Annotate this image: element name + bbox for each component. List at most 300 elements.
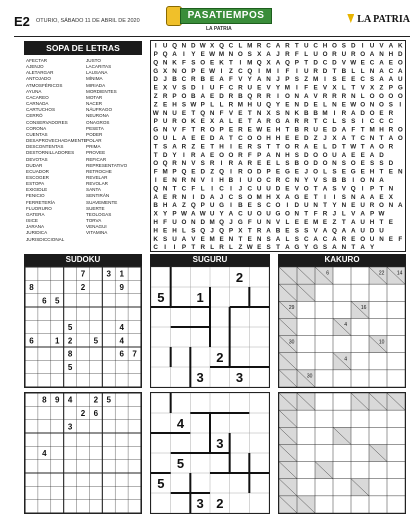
wordsearch-letter[interactable]: T	[191, 109, 196, 117]
wordsearch-letter[interactable]: K	[219, 59, 224, 67]
wordsearch-letter[interactable]: C	[322, 59, 328, 67]
wordsearch-letter[interactable]: U	[303, 202, 309, 210]
wordsearch-letter[interactable]: R	[181, 176, 187, 184]
wordsearch-letter[interactable]: X	[275, 193, 281, 201]
wordsearch-letter[interactable]: P	[369, 185, 375, 193]
wordsearch-letter[interactable]: H	[369, 218, 375, 226]
wordsearch-letter[interactable]: C	[181, 185, 187, 193]
wordsearch-letter[interactable]: J	[304, 168, 308, 176]
wordsearch-letter[interactable]: Y	[219, 210, 224, 218]
wordsearch-letter[interactable]: A	[350, 218, 356, 226]
wordsearch-letter[interactable]: A	[341, 126, 347, 134]
wordsearch-letter[interactable]: S	[200, 160, 205, 168]
wordsearch-letter[interactable]: O	[247, 193, 253, 201]
wordsearch-letter[interactable]: I	[258, 67, 261, 75]
wordsearch-letter[interactable]: I	[324, 76, 326, 84]
wordsearch-letter[interactable]: L	[323, 101, 327, 109]
wordsearch-letter[interactable]: X	[332, 134, 337, 142]
wordsearch-letter[interactable]: A	[285, 193, 290, 201]
wordsearch-letter[interactable]: J	[276, 76, 280, 84]
wordsearch-letter[interactable]: T	[153, 151, 158, 159]
wordsearch-letter[interactable]: S	[163, 143, 168, 151]
wordsearch-letter[interactable]: S	[332, 76, 337, 84]
wordsearch-letter[interactable]: O	[256, 210, 262, 218]
wordsearch-letter[interactable]: T	[229, 134, 233, 142]
wordsearch-letter[interactable]: I	[173, 244, 176, 251]
wordsearch-letter[interactable]: U	[256, 218, 262, 226]
wordsearch-letter[interactable]: F	[247, 151, 252, 159]
wordsearch-letter[interactable]: C	[266, 202, 271, 210]
wordsearch-letter[interactable]: A	[313, 235, 318, 243]
sudoku-cell[interactable]: 4	[67, 395, 73, 405]
wordsearch-letter[interactable]: O	[219, 151, 225, 159]
wordsearch-letter[interactable]: O	[181, 118, 187, 126]
wordsearch-letter[interactable]: O	[181, 67, 187, 75]
wordsearch-letter[interactable]: Q	[153, 59, 159, 67]
sudoku-cell[interactable]: 8	[67, 349, 73, 359]
wordsearch-letter[interactable]: M	[247, 42, 253, 50]
wordsearch-letter[interactable]: X	[332, 84, 337, 92]
wordsearch-letter[interactable]: N	[294, 210, 300, 218]
wordsearch-letter[interactable]: H	[219, 176, 224, 184]
wordsearch-letter[interactable]: S	[332, 168, 337, 176]
wordsearch-letter[interactable]: E	[341, 101, 346, 109]
wordsearch-letter[interactable]: U	[247, 84, 253, 92]
wordsearch-letter[interactable]: R	[294, 118, 300, 126]
wordsearch-letter[interactable]: X	[153, 210, 158, 218]
wordsearch-letter[interactable]: K	[153, 235, 158, 243]
wordsearch-letter[interactable]: B	[303, 109, 309, 117]
wordsearch-letter[interactable]: C	[322, 235, 328, 243]
wordsearch-letter[interactable]: T	[313, 185, 318, 193]
wordsearch-letter[interactable]: R	[341, 92, 347, 100]
wordsearch-letter[interactable]: R	[191, 76, 196, 84]
wordsearch-letter[interactable]: B	[294, 126, 300, 134]
wordsearch-letter[interactable]: P	[153, 50, 158, 58]
wordsearch-letter[interactable]: A	[266, 151, 271, 159]
wordsearch-letter[interactable]: S	[163, 235, 168, 243]
wordsearch-letter[interactable]: E	[304, 193, 309, 201]
wordsearch-letter[interactable]: X	[388, 193, 393, 201]
wordsearch-letter[interactable]: P	[181, 244, 187, 251]
wordsearch-letter[interactable]: D	[294, 202, 300, 210]
wordsearch-letter[interactable]: R	[285, 42, 290, 50]
wordsearch-letter[interactable]: I	[333, 193, 336, 201]
sudoku-cell[interactable]: 5	[106, 395, 112, 405]
wordsearch-letter[interactable]: D	[153, 76, 158, 84]
wordsearch-letter[interactable]: C	[238, 210, 243, 218]
wordsearch-letter[interactable]: R	[313, 67, 318, 75]
wordsearch-letter[interactable]: I	[230, 168, 232, 176]
wordsearch-letter[interactable]: O	[303, 160, 309, 168]
sudoku-cell[interactable]: 5	[93, 336, 99, 346]
wordsearch-letter[interactable]: L	[351, 67, 356, 75]
suguru-bottom[interactable]	[150, 392, 270, 514]
wordsearch-letter[interactable]: Z	[191, 143, 196, 151]
wordsearch-letter[interactable]: E	[351, 235, 356, 243]
wordsearch-letter[interactable]: U	[303, 42, 309, 50]
wordsearch-letter[interactable]: D	[200, 168, 206, 176]
wordsearch-letter[interactable]: V	[191, 235, 196, 243]
wordsearch-letter[interactable]: N	[294, 101, 300, 109]
wordsearch-letter[interactable]: E	[200, 143, 205, 151]
wordsearch-letter[interactable]: D	[209, 134, 215, 142]
wordsearch-letter[interactable]: Q	[190, 202, 196, 210]
wordsearch-letter[interactable]: N	[332, 160, 337, 168]
wordsearch-letter[interactable]: L	[219, 101, 224, 109]
wordsearch-letter[interactable]: R	[388, 109, 394, 117]
sudoku-cell[interactable]: 2	[93, 395, 99, 405]
wordsearch-letter[interactable]: E	[388, 235, 393, 243]
wordsearch-letter[interactable]: U	[247, 176, 253, 184]
wordsearch-letter[interactable]: B	[153, 202, 158, 210]
wordsearch-letter[interactable]: L	[229, 244, 233, 251]
wordsearch-letter[interactable]: S	[369, 160, 375, 168]
wordsearch-letter[interactable]: U	[256, 101, 262, 109]
wordsearch-letter[interactable]: T	[351, 244, 356, 251]
wordsearch-letter[interactable]: Z	[313, 134, 318, 142]
wordsearch-letter[interactable]: N	[172, 176, 177, 184]
wordsearch-letter[interactable]: U	[172, 109, 177, 117]
wordsearch-letter[interactable]: Q	[219, 42, 225, 50]
wordsearch-letter[interactable]: V	[228, 109, 234, 117]
wordsearch-letter[interactable]: T	[360, 143, 365, 151]
wordsearch-letter[interactable]: T	[313, 118, 318, 126]
wordsearch-letter[interactable]: R	[238, 84, 243, 92]
wordsearch-letter[interactable]: B	[341, 67, 347, 75]
wordsearch-letter[interactable]: Q	[200, 227, 206, 235]
wordsearch-letter[interactable]: R	[228, 92, 234, 100]
kakuro-bottom[interactable]	[278, 392, 406, 514]
wordsearch-letter[interactable]: J	[229, 218, 233, 226]
wordsearch-letter[interactable]: L	[341, 210, 346, 218]
wordsearch-letter[interactable]: O	[200, 59, 206, 67]
wordsearch-letter[interactable]: A	[153, 193, 158, 201]
wordsearch-letter[interactable]: O	[284, 92, 290, 100]
wordsearch-letter[interactable]: N	[379, 235, 384, 243]
sudoku-cell[interactable]: 8	[42, 395, 47, 405]
wordsearch-letter[interactable]: H	[153, 227, 158, 235]
wordsearch-letter[interactable]: X	[369, 84, 375, 92]
wordsearch-letter[interactable]: T	[351, 134, 356, 142]
wordsearch-letter[interactable]: D	[275, 185, 281, 193]
wordsearch-letter[interactable]: S	[191, 59, 196, 67]
wordsearch-letter[interactable]: S	[332, 185, 337, 193]
sudoku-cell[interactable]: 4	[42, 448, 47, 458]
wordsearch-letter[interactable]: U	[332, 151, 337, 159]
wordsearch-letter[interactable]: E	[238, 109, 243, 117]
sudoku-cell[interactable]: 6	[93, 408, 99, 418]
wordsearch-letter[interactable]: A	[219, 118, 224, 126]
wordsearch-letter[interactable]: E	[210, 151, 215, 159]
wordsearch-letter[interactable]: L	[172, 134, 177, 142]
wordsearch-letter[interactable]: R	[200, 244, 206, 251]
wordsearch-letter[interactable]: M	[209, 218, 215, 226]
wordsearch-letter[interactable]: I	[211, 185, 214, 193]
wordsearch-letter[interactable]: N	[313, 202, 318, 210]
wordsearch-letter[interactable]: E	[247, 126, 252, 134]
wordsearch-letter[interactable]: E	[238, 118, 243, 126]
wordsearch-letter[interactable]: C	[238, 67, 243, 75]
wordsearch-letter[interactable]: Q	[172, 42, 177, 50]
wordsearch-letter[interactable]: S	[191, 227, 196, 235]
wordsearch-letter[interactable]: S	[322, 176, 328, 184]
wordsearch-letter[interactable]: P	[172, 168, 177, 176]
sudoku-cell[interactable]: 1	[119, 269, 124, 279]
wordsearch-letter[interactable]: H	[322, 42, 328, 50]
wordsearch-letter[interactable]: G	[153, 67, 159, 75]
wordsearch-letter[interactable]: D	[398, 50, 403, 58]
wordsearch-letter[interactable]: F	[229, 76, 233, 84]
wordsearch-letter[interactable]: R	[266, 92, 271, 100]
wordsearch-letter[interactable]: G	[294, 244, 300, 251]
wordsearch-letter[interactable]: E	[351, 76, 356, 84]
wordsearch-letter[interactable]: K	[294, 109, 300, 117]
wordsearch-letter[interactable]: F	[398, 235, 403, 243]
wordsearch-letter[interactable]: A	[172, 143, 177, 151]
wordsearch-letter[interactable]: S	[388, 101, 393, 109]
wordsearch-letter[interactable]: B	[313, 109, 318, 117]
wordsearch-letter[interactable]: Q	[162, 50, 168, 58]
wordsearch-letter[interactable]: O	[284, 210, 290, 218]
wordsearch-letter[interactable]: U	[162, 134, 168, 142]
sudoku-cell[interactable]: 6	[42, 296, 47, 306]
wordsearch-letter[interactable]: S	[257, 202, 262, 210]
sudoku-cell[interactable]: 7	[132, 349, 137, 359]
wordsearch-letter[interactable]: E	[257, 244, 262, 251]
wordsearch-letter[interactable]: N	[266, 76, 271, 84]
wordsearch-letter[interactable]: A	[285, 118, 290, 126]
wordsearch-letter[interactable]: E	[360, 59, 365, 67]
wordsearch-letter[interactable]: R	[350, 50, 356, 58]
wordsearch-letter[interactable]: Y	[304, 244, 309, 251]
wordsearch-letter[interactable]: E	[379, 193, 384, 201]
wordsearch-letter[interactable]: M	[218, 50, 225, 58]
wordsearch-letter[interactable]: T	[341, 143, 346, 151]
wordsearch-letter[interactable]: S	[322, 244, 328, 251]
wordsearch-letter[interactable]: B	[200, 76, 206, 84]
wordsearch-letter[interactable]: U	[247, 210, 253, 218]
wordsearch-letter[interactable]: I	[239, 176, 242, 184]
sudoku-cell[interactable]: 8	[29, 282, 34, 292]
wordsearch-letter[interactable]: A	[322, 227, 328, 235]
wordsearch-letter[interactable]: T	[153, 143, 158, 151]
sudoku-cell[interactable]: 4	[119, 322, 124, 332]
sudoku-cell[interactable]: 3	[67, 422, 73, 432]
wordsearch-letter[interactable]: A	[379, 67, 384, 75]
wordsearch-letter[interactable]: S	[294, 235, 299, 243]
wordsearch-letter[interactable]: T	[360, 126, 365, 134]
wordsearch-letter[interactable]: S	[341, 42, 346, 50]
wordsearch-letter[interactable]: F	[294, 50, 299, 58]
wordsearch-letter[interactable]: V	[351, 210, 356, 218]
wordsearch-letter[interactable]: Y	[275, 84, 281, 92]
wordsearch-letter[interactable]: E	[191, 168, 196, 176]
wordsearch-letter[interactable]: I	[192, 193, 195, 201]
sudoku-cell[interactable]: 7	[80, 269, 86, 279]
wordsearch-letter[interactable]: P	[388, 84, 393, 92]
wordsearch-letter[interactable]: A	[191, 210, 196, 218]
wordsearch-letter[interactable]: E	[341, 76, 346, 84]
wordsearch-letter[interactable]: O	[397, 92, 403, 100]
wordsearch-letter[interactable]: A	[219, 134, 224, 142]
wordsearch-letter[interactable]: R	[247, 160, 253, 168]
wordsearch-letter[interactable]: R	[294, 143, 300, 151]
sudoku-cell[interactable]: 6	[119, 349, 124, 359]
wordsearch-letter[interactable]: F	[191, 185, 196, 193]
wordsearch-letter[interactable]: D	[350, 42, 356, 50]
wordsearch-letter[interactable]: N	[369, 67, 375, 75]
wordsearch-letter[interactable]: X	[163, 84, 168, 92]
wordsearch-letter[interactable]: S	[247, 50, 252, 58]
sudoku-cell[interactable]: 2	[80, 282, 86, 292]
sudoku-cell[interactable]: 5	[67, 362, 73, 372]
wordsearch-letter[interactable]: B	[238, 92, 243, 100]
wordsearch-letter[interactable]: V	[322, 84, 328, 92]
wordsearch-letter[interactable]: U	[303, 67, 309, 75]
wordsearch-letter[interactable]: H	[219, 143, 224, 151]
wordsearch-letter[interactable]: D	[388, 160, 394, 168]
wordsearch-letter[interactable]: A	[350, 109, 356, 117]
wordsearch-letter[interactable]: D	[322, 67, 328, 75]
wordsearch-letter[interactable]: I	[230, 202, 232, 210]
wordsearch-letter[interactable]: R	[322, 210, 328, 218]
wordsearch-letter[interactable]: E	[163, 227, 168, 235]
wordsearch-letter[interactable]: G	[397, 84, 403, 92]
wordsearch-letter[interactable]: U	[369, 42, 375, 50]
sudoku-bottom[interactable]	[24, 392, 142, 514]
wordsearch-letter[interactable]: R	[341, 235, 347, 243]
wordsearch-letter[interactable]: D	[219, 92, 224, 100]
wordsearch-letter[interactable]: A	[388, 42, 394, 50]
wordsearch-letter[interactable]: W	[209, 50, 216, 58]
kakuro-top[interactable]	[278, 266, 406, 388]
wordsearch-letter[interactable]: D	[360, 109, 365, 117]
wordsearch-letter[interactable]: T	[191, 244, 196, 251]
wordsearch-letter[interactable]: E	[228, 126, 234, 134]
wordsearch-letter[interactable]: A	[360, 244, 365, 251]
wordsearch-letter[interactable]: M	[256, 193, 262, 201]
wordsearch-letter[interactable]: H	[285, 151, 290, 159]
sudoku-cell[interactable]: 6	[29, 336, 34, 346]
wordsearch-letter[interactable]: C	[322, 118, 328, 126]
wordsearch-letter[interactable]: Y	[332, 202, 337, 210]
wordsearch-letter[interactable]: A	[332, 244, 337, 251]
wordsearch-letter[interactable]: I	[154, 42, 157, 50]
wordsearch-letter[interactable]: U	[398, 76, 403, 84]
wordsearch-letter[interactable]: I	[201, 84, 204, 92]
wordsearch-letter[interactable]: D	[379, 151, 384, 159]
wordsearch-letter[interactable]: S	[238, 193, 243, 201]
wordsearch-letter[interactable]: K	[172, 59, 177, 67]
wordsearch-letter[interactable]: V	[172, 126, 177, 134]
wordsearch-letter[interactable]: T	[276, 244, 280, 251]
wordsearch-letter[interactable]: N	[209, 109, 215, 117]
wordsearch-letter[interactable]: N	[388, 185, 394, 193]
wordsearch-letter[interactable]: E	[247, 202, 252, 210]
wordsearch-letter[interactable]: N	[181, 160, 187, 168]
wordsearch-letter[interactable]: I	[324, 193, 326, 201]
sudoku-cell[interactable]: 5	[54, 296, 60, 306]
wordsearch-letter[interactable]: E	[313, 84, 318, 92]
wordsearch-letter[interactable]: H	[162, 202, 168, 210]
wordsearch-letter[interactable]: N	[275, 151, 281, 159]
wordsearch-letter[interactable]: T	[379, 185, 384, 193]
wordsearch-letter[interactable]: E	[163, 101, 168, 109]
wordsearch-letter[interactable]: R	[162, 92, 168, 100]
wordsearch-letter[interactable]: Z	[210, 168, 215, 176]
wordsearch-letter[interactable]: V	[313, 92, 318, 100]
wordsearch-letter[interactable]: I	[295, 84, 298, 92]
wordsearch-letter[interactable]: C	[266, 42, 271, 50]
wordsearch-letter[interactable]: N	[285, 109, 290, 117]
wordsearch-letter[interactable]: V	[275, 218, 281, 226]
wordsearch-letter[interactable]: Q	[219, 218, 225, 226]
wordsearch-letter[interactable]: H	[172, 101, 177, 109]
wordsearch-letter[interactable]: U	[313, 50, 318, 58]
wordsearch-letter[interactable]: X	[238, 227, 243, 235]
wordsearch-letter[interactable]: C	[313, 42, 318, 50]
wordsearch-letter[interactable]: R	[172, 160, 177, 168]
wordsearch-letter[interactable]: O	[322, 160, 328, 168]
wordsearch-letter[interactable]: R	[341, 109, 347, 117]
wordsearch-letter[interactable]: M	[162, 168, 168, 176]
wordsearch-letter[interactable]: F	[181, 59, 186, 67]
wordsearch-letter[interactable]: R	[256, 42, 262, 50]
wordsearch-letter[interactable]: B	[294, 160, 300, 168]
wordsearch-letter[interactable]: W	[209, 67, 216, 75]
wordsearch-letter[interactable]: X	[210, 118, 215, 126]
wordsearch-letter[interactable]: W	[246, 244, 253, 251]
wordsearch-letter[interactable]: H	[266, 193, 271, 201]
wordsearch-letter[interactable]: Q	[284, 59, 290, 67]
wordsearch-letter[interactable]: Q	[266, 101, 272, 109]
wordsearch-letter[interactable]: O	[360, 176, 366, 184]
wordsearch-letter[interactable]: E	[200, 235, 205, 243]
wordsearch-letter[interactable]: I	[361, 42, 364, 50]
wordsearch-letter[interactable]: O	[322, 50, 328, 58]
wordsearch-letter[interactable]: D	[256, 168, 262, 176]
wordsearch-letter[interactable]: P	[191, 67, 196, 75]
wordsearch-letter[interactable]: P	[200, 101, 205, 109]
wordsearch-letter[interactable]: R	[322, 92, 328, 100]
wordsearch-letter[interactable]: O	[369, 109, 375, 117]
wordsearch-letter[interactable]: A	[266, 50, 271, 58]
wordsearch-letter[interactable]: I	[183, 151, 185, 159]
wordsearch-letter[interactable]: A	[369, 193, 375, 201]
wordsearch-letter[interactable]: D	[162, 151, 168, 159]
wordsearch-letter[interactable]: E	[285, 227, 290, 235]
wordsearch-letter[interactable]: U	[172, 218, 177, 226]
wordsearch-letter[interactable]: D	[332, 59, 337, 67]
wordsearch-letter[interactable]: T	[276, 143, 280, 151]
wordsearch-letter[interactable]: E	[379, 109, 384, 117]
wordsearch-letter[interactable]: E	[210, 59, 215, 67]
wordsearch-letter[interactable]: T	[191, 126, 196, 134]
wordsearch-letter[interactable]: I	[230, 143, 232, 151]
wordsearch-letter[interactable]: C	[153, 244, 158, 251]
wordsearch-letter[interactable]: H	[266, 134, 271, 142]
wordsearch-letter[interactable]: R	[228, 101, 234, 109]
wordsearch-letter[interactable]: A	[256, 118, 262, 126]
wordsearch-letter[interactable]: P	[285, 76, 290, 84]
wordsearch-letter[interactable]: A	[200, 151, 206, 159]
wordsearch-letter[interactable]: O	[397, 126, 403, 134]
wordsearch-letter[interactable]: T	[238, 235, 243, 243]
wordsearch-letter[interactable]: E	[285, 134, 290, 142]
wordsearch-letter[interactable]: Q	[153, 185, 159, 193]
wordsearch-letter[interactable]: R	[238, 151, 243, 159]
